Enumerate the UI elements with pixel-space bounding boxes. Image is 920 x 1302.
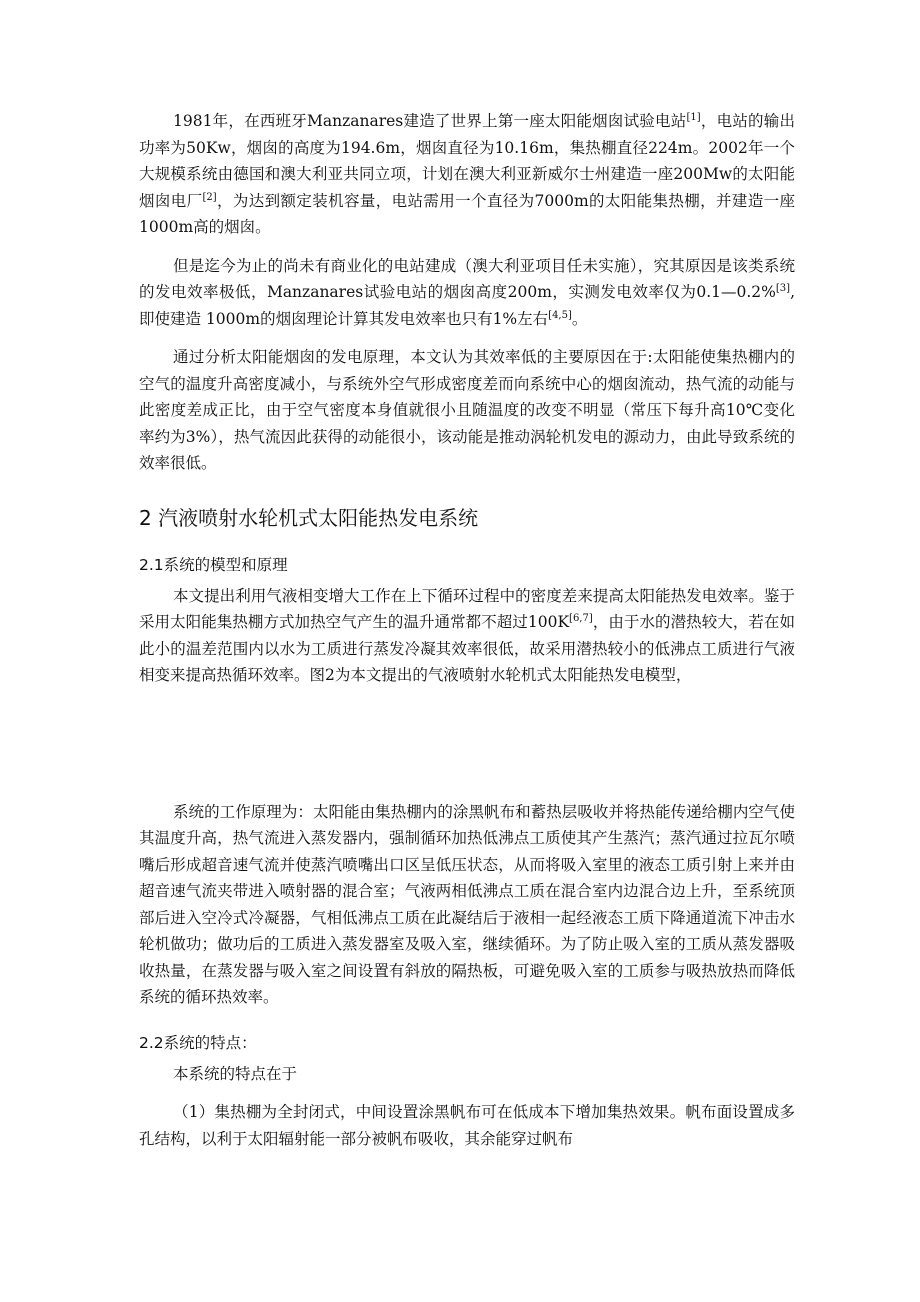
text-run: 但是迄今为止的尚未有商业化的电站建成（澳大利亚项目任未实施），究其原因是该类系统的发电效率极低，Manzanares试验电站的烟囱高度200m，实测发电效率仅为0.1—0.2% [139, 256, 795, 301]
text-run: ,即使建造 1000m的烟囱理论计算其发电效率也只有1%左右 [139, 283, 795, 328]
citation-ref: [3] [775, 283, 791, 294]
paragraph-proposed-model [139, 583, 795, 689]
text-run: ，由于水的潜热较大，若在如此小的温差范围内以水为工质进行蒸发冷凝其效率很低，故采用潜热较小的低沸点工质进行气液相变来提高热循环效率。图2为本文提出的气液喷射水轮机式太阳能热发电模型， [139, 613, 795, 684]
paragraph-feature-1: （1）集热棚为全封闭式，中间设置涂黑帆布可在低成本下增加集热效果。帆布面设置成多孔结构，以利于太阳辐射能一部分被帆布吸收，其余能穿过帆布 [139, 1103, 795, 1148]
citation-ref: [2] [202, 191, 217, 203]
text-run: 本文提出利用气液相变增大工作在上下循环过程中的密度差来提高太阳能热发电效率。鉴于采用太阳能集热棚方式加热空气产生的温升通常都不超过100K [139, 586, 795, 631]
citation-ref: [6,7] [569, 613, 593, 624]
paragraph-cause-analysis: 通过分析太阳能烟囱的发电原理，本文认为其效率低的主要原因在于:太阳能使集热棚内的空气的温度升高密度减小，与系统外空气形成密度差而向系统中心的烟囱流动，热气流的动能与此密度差成正比，由于空气密度本身值就很小且随温度的改变不明显（常压下每升高10℃变化率约为3%），热气流因此获得的动能很小，该动能是推动涡轮机发电的源动力，由此导致系统的效率很低。 [139, 348, 795, 472]
paragraph-working-principle: 系统的工作原理为：太阳能由集热棚内的涂黑帆布和蓄热层吸收并将热能传递给棚内空气使其温度升高，热气流进入蒸发器内，强制循环加热低沸点工质使其产生蒸汽；蒸汽通过拉瓦尔喷嘴后形成超音速气流并使蒸汽喷嘴出口区呈低压状态，从而将吸入室里的液态工质引射上来并由超音速气流夹带进入喷射器的混合室；气液两相低沸点工质在混合室内边混合边上升，至系统顶部后进入空冷式冷凝器，气相低沸点工质在此凝结后于液相一起经液态工质下降通道流下冲击水轮机做功；做功后的工质进入蒸发器室及吸入室，继续循环。为了防止吸入室的工质从蒸发器吸收热量，在蒸发器与吸入室之间设置有斜放的隔热板，可避免吸入室的工质参与吸热放热而降低系统的循环热效率。 [139, 802, 795, 1006]
section-heading-2-2: 2.2系统的特点： [139, 1033, 257, 1052]
paragraph-low-efficiency [139, 253, 795, 333]
section-heading-2-1: 2.1系统的模型和原理 [139, 555, 288, 574]
document-page [139, 108, 795, 1152]
citation-ref: [4,5] [548, 309, 572, 321]
text-run: 1981年，在西班牙Manzanares建造了世界上第一座太阳能烟囱试验电站 [173, 112, 687, 130]
text-run: 。 [571, 309, 588, 328]
text-run: ，电站的输出功率为50Kw，烟囱的高度为194.6m，烟囱直径为10.16m，集热棚直径224m。2002年一个大规模系统由德国和澳大利亚共同立项，计划在澳大利亚新威尔士州建造一座200Mw的太阳能烟囱电厂 [139, 112, 795, 210]
paragraph-manzanares-history [139, 108, 795, 241]
paragraph-features-intro: 本系统的特点在于 [173, 1064, 298, 1083]
text-run: ，为达到额定装机容量，电站需用一个直径为7000m的太阳能集热棚，并建造一座1000m高的烟囱。 [139, 191, 795, 236]
citation-ref: [1] [686, 112, 701, 123]
figure-placeholder [139, 689, 795, 799]
section-heading-2: 2 汽液喷射水轮机式太阳能热发电系统 [139, 505, 479, 530]
